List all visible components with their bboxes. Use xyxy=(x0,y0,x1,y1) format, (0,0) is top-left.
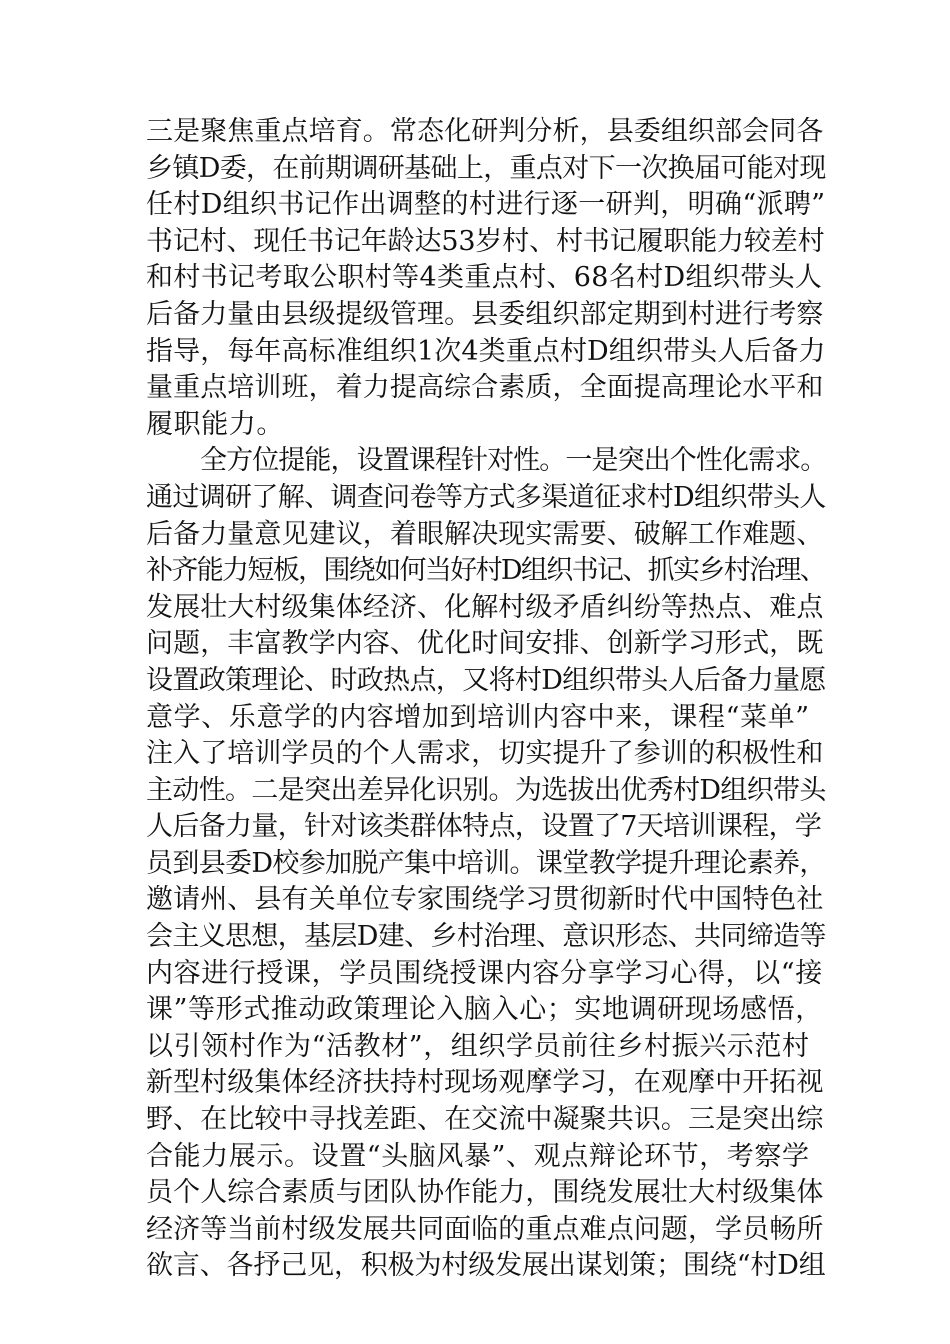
text-line: 书记村、现任书记年龄达53岁村、村书记履职能力较差村 xyxy=(146,225,825,257)
text-line: 员个人综合素质与团队协作能力，围绕发展壮大村级集体 xyxy=(146,1177,824,1209)
paragraph-start-line: 全方位提能，设置课程针对性。一是突出个性化需求。 xyxy=(200,445,827,477)
text-line: 内容进行授课，学员围绕授课内容分享学习心得，以“接 xyxy=(146,957,823,989)
text-line: 课”等形式推动政策理论入脑入心；实地调研现场感悟， xyxy=(146,994,823,1026)
text-line: 欲言、各抒己见，积极为村级发展出谋划策；围绕“村D组 xyxy=(146,1250,826,1282)
text-line: 主动性。二是突出差异化识别。为选拔出优秀村D组织带头 xyxy=(146,774,826,806)
text-line: 任村D组织书记作出调整的村进行逐一研判，明确“派聘” xyxy=(146,189,826,221)
text-line: 指导，每年高标准组织1次4类重点村D组织带头人后备力 xyxy=(146,335,826,367)
text-line: 问题，丰富教学内容、优化时间安排、创新学习形式，既 xyxy=(146,628,824,660)
text-line: 员到县委D校参加脱产集中培训。课堂教学提升理论素养， xyxy=(146,847,826,879)
text-line: 后备力量意见建议，着眼解决现实需要、破解工作难题、 xyxy=(146,518,824,550)
text-line: 乡镇D委，在前期调研基础上，重点对下一次换届可能对现 xyxy=(146,152,826,184)
text-line: 注入了培训学员的个人需求，切实提升了参训的积极性和 xyxy=(146,738,824,770)
text-line: 会主义思想，基层D建、乡村治理、意识形态、共同缔造等 xyxy=(146,921,826,953)
text-line: 合能力展示。设置“头脑风暴”、观点辩论环节，考察学 xyxy=(146,1140,810,1172)
text-line: 后备力量由县级提级管理。县委组织部定期到村进行考察 xyxy=(146,298,824,330)
text-line: 人后备力量，针对该类群体特点，设置了7天培训课程，学 xyxy=(146,811,822,843)
text-line: 三是聚焦重点培育。常态化研判分析，县委组织部会同各 xyxy=(146,116,824,147)
text-line: 新型村级集体经济扶持村现场观摩学习，在观摩中开拓视 xyxy=(146,1067,824,1099)
text-line: 发展壮大村级集体经济、化解村级矛盾纠纷等热点、难点 xyxy=(146,591,824,623)
text-line: 野、在比较中寻找差距、在交流中凝聚共识。三是突出综 xyxy=(146,1104,824,1136)
text-line: 和村书记考取公职村等4类重点村、68名村D组织带头人 xyxy=(146,262,823,294)
text-line: 设置政策理论、时政热点，又将村D组织带头人后备力量愿 xyxy=(146,664,826,696)
body-text xyxy=(146,114,826,1285)
text-line: 通过调研了解、调查问卷等方式多渠道征求村D组织带头人 xyxy=(146,481,826,513)
text-line: 意学、乐意学的内容增加到培训内容中来，课程“菜单” xyxy=(146,701,810,733)
text-line: 邀请州、县有关单位专家围绕学习贯彻新时代中国特色社 xyxy=(146,884,824,916)
text-line: 经济等当前村级发展共同面临的重点难点问题，学员畅所 xyxy=(146,1213,824,1245)
text-line: 以引领村作为“活教材”，组织学员前往乡村振兴示范村 xyxy=(146,1030,810,1062)
text-line: 量重点培训班，着力提高综合素质，全面提高理论水平和 xyxy=(146,372,824,404)
text-line: 履职能力。 xyxy=(146,408,284,440)
text-line: 补齐能力短板，围绕如何当好村D组织书记、抓实乡村治理、 xyxy=(146,555,826,587)
